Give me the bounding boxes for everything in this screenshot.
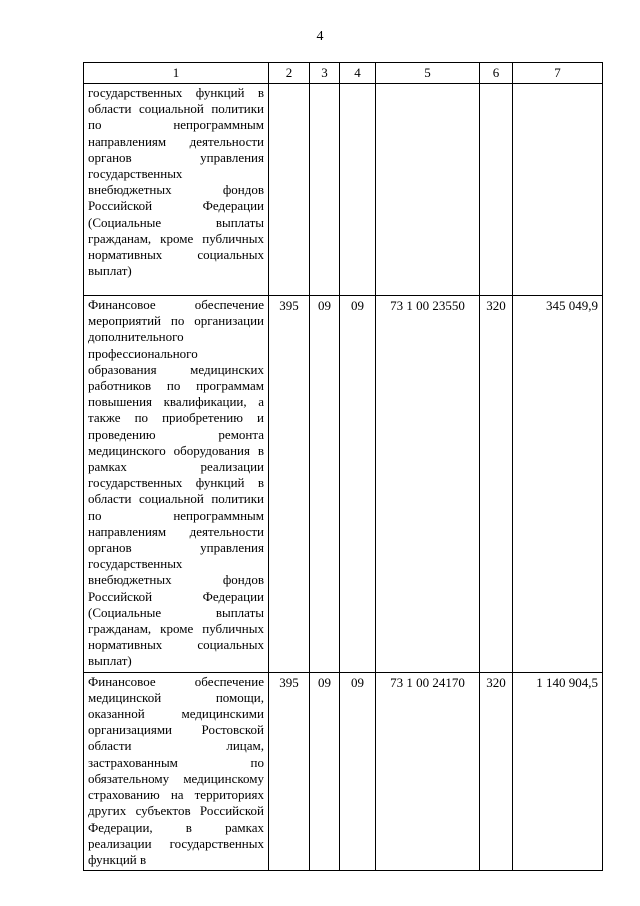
row-amount: 345 049,9 (513, 296, 603, 673)
budget-table (83, 62, 603, 871)
row-rz-code: 09 (310, 672, 340, 870)
table-header-row (84, 63, 603, 84)
column-header: 1 (84, 63, 269, 84)
column-header: 2 (269, 63, 310, 84)
row-gr-code: 395 (269, 672, 310, 870)
page-number: 4 (316, 29, 324, 44)
row-pr-code (340, 84, 376, 296)
row-amount (513, 84, 603, 296)
row-csr-code: 73 1 00 23550 (376, 296, 480, 673)
row-vr-code (480, 84, 513, 296)
row-pr-code: 09 (340, 672, 376, 870)
row-csr-code (376, 84, 480, 296)
column-header: 4 (340, 63, 376, 84)
row-rz-code: 09 (310, 296, 340, 673)
row-gr-code: 395 (269, 296, 310, 673)
row-description: государственных функций в области социальной политики по непрограммным направлениям деятельности органов управления государственных внебюджетных фондов Российской Федерации (Социальные выплаты гражданам, кроме публичных нормативных социальных выплат) (84, 84, 269, 296)
row-vr-code: 320 (480, 296, 513, 673)
row-rz-code (310, 84, 340, 296)
row-description: Финансовое обеспечение мероприятий по организации дополнительного профессионального образования медицинских работников по программам повышения квалификации, а также по приобретению и проведению ремонта медицинского оборудования в рамках реализации государственных функций в области социальной политики по непрограммным направлениям деятельности органов управления государственных внебюджетных фондов Российской Федерации (Социальные выплаты гражданам, кроме публичных нормативных социальных выплат) (84, 296, 269, 673)
table-row (84, 672, 603, 870)
column-header: 3 (310, 63, 340, 84)
column-header: 5 (376, 63, 480, 84)
row-gr-code (269, 84, 310, 296)
column-header: 7 (513, 63, 603, 84)
row-amount: 1 140 904,5 (513, 672, 603, 870)
row-vr-code: 320 (480, 672, 513, 870)
row-pr-code: 09 (340, 296, 376, 673)
table-row (84, 296, 603, 673)
column-header: 6 (480, 63, 513, 84)
table-row (84, 84, 603, 296)
row-description: Финансовое обеспечение медицинской помощи, оказанной медицинскими организациями Ростовской области лицам, застрахованным по обязательному медицинскому страхованию на территориях других субъектов Российской Федерации, в рамках реализации государственных функций в (84, 672, 269, 870)
row-csr-code: 73 1 00 24170 (376, 672, 480, 870)
